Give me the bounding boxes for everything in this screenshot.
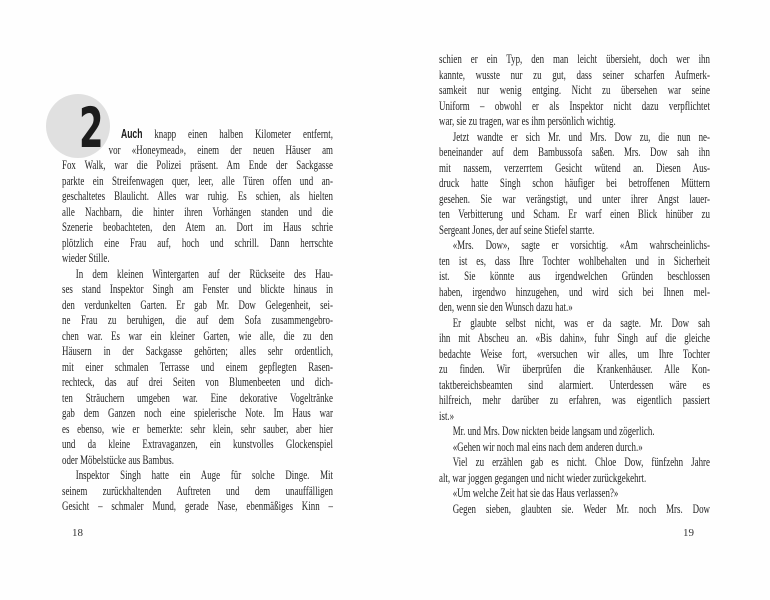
text-line: zu finden. Wir überprüfen die Krankenhäuser. Alle Kon-	[439, 361, 710, 376]
text-line: «Gehen wir noch mal eins nach dem anderen durch.»	[452, 438, 643, 454]
text-line: taktbereichsbeamten sind alarmiert. Unterdessen wäre es	[439, 376, 710, 392]
text-line: plötzlich eine Frau auf, hoch und schrill. Dann herrschte	[62, 234, 333, 250]
text-line: ten Verbitterung und Scham. Er warf einen Blick hinüber zu	[439, 206, 710, 221]
text-line: haben, irgendwo hinzugehen, und wird sich bei Ihnen mel-	[439, 283, 710, 299]
text-line: mit nassem, verzerrtem Gesicht wütend an. Diesen Aus-	[439, 159, 710, 175]
text-line: In dem kleinen Wintergarten auf der Rückseite des Hau-	[75, 265, 333, 281]
right-text-column	[439, 51, 710, 516]
text-line: ihn mit Abscheu an. «Bis dahin», fuhr Singh auf die gleiche	[439, 330, 710, 345]
text-line: alt, war joggen gegangen und nicht wieder zurückgekehrt.	[439, 469, 647, 485]
text-line: hilfreich, mehr darüber zu erfahren, was eigentlich passiert	[439, 392, 710, 407]
page-number-right: 19	[683, 527, 694, 539]
text-line: Gesicht – schmaler Mund, gerade Nase, ebenmäßiges Kinn –	[62, 498, 333, 513]
text-line: «Um welche Zeit hat sie das Haus verlassen?»	[452, 485, 619, 500]
text-line: ten Sträuchern umgeben war. Eine dekorative Vogeltränke	[62, 389, 333, 405]
text-line: es ebenso, wie er bemerkte: sehr klein, sehr sauber, aber hier	[62, 420, 333, 436]
text-line: kannte, wusste nur zu gut, dass seiner scharfen Aufmerk-	[439, 66, 710, 82]
text-line: Er glaubte selbst nicht, was er da sagte. Mr. Dow sah	[452, 314, 710, 330]
text-line: ist.»	[439, 407, 455, 423]
left-text-column	[62, 126, 333, 514]
text-line: vor «Honeymead», einem der neuen Häuser am	[108, 141, 333, 157]
text-line: samkeit nur wenig entging. Nicht zu übersehen war seine	[439, 82, 710, 97]
text-line: ist. Sie könnte aus irgendwelchen Gründen beschlossen	[439, 268, 710, 283]
text-line: parkte ein Streifenwagen quer, leer, alle Türen offen und an-	[62, 172, 333, 188]
text-line: gesehen. Sie war verängstigt, und unter ihrer Angst lauer-	[439, 190, 710, 206]
text-line: Mr. und Mrs. Dow nickten beide langsam und zögerlich.	[452, 423, 655, 438]
text-line: mit einer schmalen Terrasse und einem gepflegten Rasen-	[62, 358, 333, 374]
text-line: beneinander auf dem Bambussofa saßen. Mrs. Dow sah ihn	[439, 144, 710, 159]
text-line: schien er ein Typ, den man leicht übersieht, doch wer ihn	[439, 51, 710, 66]
text-line: war, sie zu tragen, war es ihm persönlich wichtig.	[439, 113, 616, 128]
text-line: und da kleine Extravaganzen, ein kunstvolles Glockenspiel	[62, 436, 333, 451]
text-line: gab dem Ganzen noch eine spielerische Note. Im Haus war	[62, 405, 333, 420]
text-line: Auch knapp einen halben Kilometer entfernt,	[120, 126, 333, 141]
page-number-left: 18	[72, 527, 83, 539]
text-line: Häusern in der Sackgasse gehörten; alles sehr ordentlich,	[62, 343, 333, 358]
text-line: den verdunkelten Garten. Er gab Mr. Dow Gelegenheit, sei-	[62, 296, 333, 312]
text-line: Jetzt wandte er sich Mr. und Mrs. Dow zu, die nun ne-	[452, 128, 710, 144]
text-line: bedachte Weise fort, «versuchen wir alles, um Ihre Tochter	[439, 345, 710, 361]
text-line: Gegen sieben, glaubten sie. Weder Mr. noch Mrs. Dow	[452, 500, 710, 516]
text-line: den, wenn sie den Wunsch dazu hat.»	[439, 299, 573, 314]
text-line: Uniform – obwohl er als Inspektor nicht dazu verpflichtet	[439, 97, 710, 113]
text-line: Sergeant Jones, der auf seine Stiefel starrte.	[439, 221, 595, 237]
text-line: seinem zurückhaltenden Auftreten und dem unauffälligen	[62, 482, 333, 498]
text-line: rechteck, das auf drei Seiten von Blumenbeeten und dich-	[62, 374, 333, 389]
chapter-number: 2	[79, 96, 104, 160]
text-line: wieder Stille.	[62, 250, 110, 265]
text-line: geschaltetes Blaulicht. Alles war ruhig. Es schien, als hielten	[62, 188, 333, 203]
text-line: alle Nachbarn, die hinter ihren Vorhängen standen und die	[62, 203, 333, 219]
text-line: druck hatte Singh schon häufiger bei betroffenen Müttern	[439, 175, 710, 190]
text-line: ne Frau zu beruhigen, die auf dem Sofa zusammengebro-	[62, 312, 333, 327]
chapter-lead-word: Auch	[120, 127, 143, 141]
text-line: ses stand Inspektor Singh am Fenster und blickte hinaus in	[62, 281, 333, 296]
text-line: oder Möbelstücke aus Bambus.	[62, 451, 174, 467]
text-line: ten ist es, dass Ihre Tochter wohlbehalten und in Sicherheit	[439, 252, 710, 268]
text-line: Inspektor Singh hatte ein Auge für solche Dinge. Mit	[75, 467, 333, 482]
text-line: chen war. Es war ein kleiner Garten, wie alle, die zu den	[62, 327, 333, 343]
text-line: Viel zu erzählen gab es nicht. Chloe Dow, fünfzehn Jahre	[452, 454, 710, 469]
text-line: «Mrs. Dow», sagte er vorsichtig. «Am wahrscheinlichs-	[452, 237, 710, 252]
text-line: Fox Walk, war die Polizei präsent. Am Ende der Sackgasse	[62, 157, 333, 172]
text-line: Szenerie beobachteten, den Atem an. Dort im Haus schrie	[62, 219, 333, 234]
